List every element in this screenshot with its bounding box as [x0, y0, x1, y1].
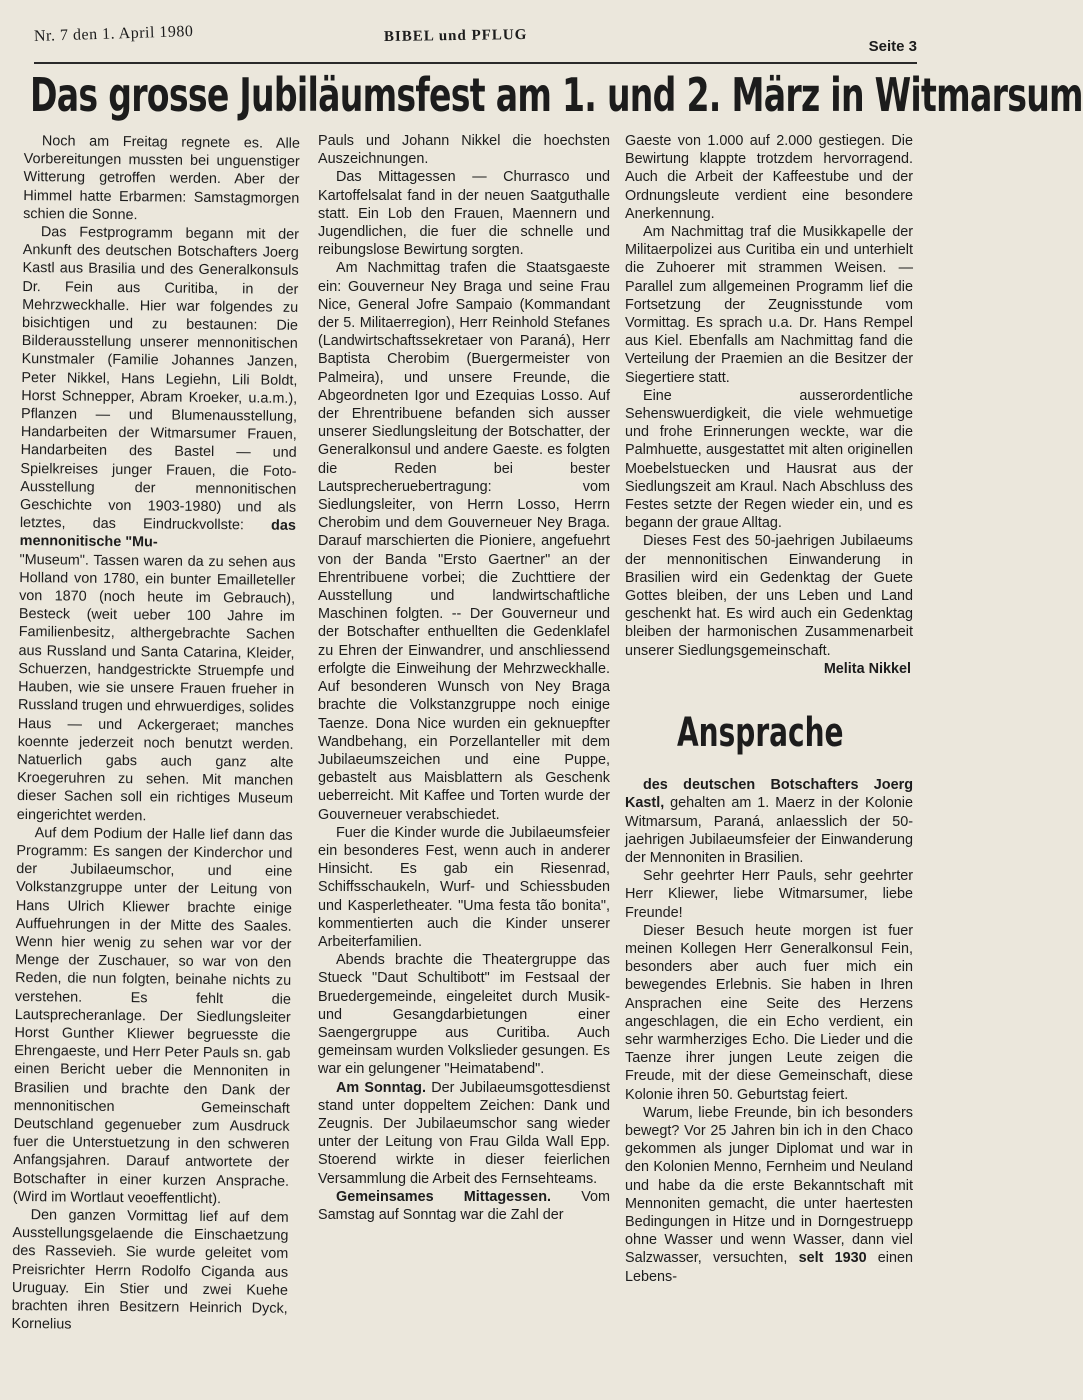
paragraph: Auf dem Podium der Halle lief dann das Programm: Es sangen der Kinderchor und der Jubilaeumschor, und eine Volkstanzgruppe unter der Leitung von Hans Ulrich Kliewer brachte einige Auffuehrungen in der Mitte des Saales. Wenn hier wenig zu sehen war vor der Menge der Zuschauer, so war von den Reden, die nun folgten, beinahe nichts zu verstehen. Es fehlt die Lautsprecheranlage. Der Siedlungsleiter Horst Gunther Kliewer begruesste die Ehrengaeste, und Herr Peter Pauls sn. gab einen Bericht ueber die Mennoniten in Brasilien und brachte den Dank der mennonitischen Gemeinschaft Deutschland gegenueber zum Ausdruck fuer die Unterstuetzung in den schweren Anfangsjahren. Darauf antwortete der Botschafter in einer kurzen Ansprache. (Wird im Wortlaut veoeffentlicht).	[12, 824, 293, 1207]
issue-date: Nr. 7 den 1. April 1980	[33, 22, 194, 45]
paragraph: Sehr geehrter Herr Pauls, sehr geehrter Herr Kliewer, liebe Witmarsumer, liebe Freunde!	[625, 868, 913, 921]
paragraph: Dieses Fest des 50-jaehrigen Jubilaeums der mennonitischen Einwanderung in Brasilien wird ein Gedenktag der Guete Gottes bleiben, der uns Leben und Land geschenkt hat. Es wird auch ein Gedenktag bleiben der harmonischen Zusammenarbeit unserer Siedlungsgemeinschaft.	[625, 533, 913, 659]
paragraph: Das Mittagessen — Churrasco und Kartoffelsalat fand in der neuen Saatguthalle statt. Ein Lob den Frauen, Maennern und Jugendlichen, die fuer die schnelle und reibungslose Bewirtung sorgten.	[318, 169, 610, 259]
article-column-3	[625, 132, 913, 1286]
paragraph: Noch am Freitag regnete es. Alle Vorbereitungen mussten bei unguenstiger Witterung getroffen werden. Aber der Himmel hatte Erbarmen: Samstagmorgen schien die Sonne.	[23, 133, 300, 224]
paragraph: Warum, liebe Freunde, bin ich besonders bewegt? Vor 25 Jahren bin ich in den Chaco gekommen als junger Diplomat und war in den Kolonien Menno, Fernheim und Neuland und habe da die erste Bekanntschaft mit Mennoniten gemacht, die unter haertesten Bedingungen in Hitze und in Dorngestruepp ohne Wasser und wenn Wasser, dann viel Salzwasser, versuchten, selt 1930 einen Lebens-	[625, 1104, 914, 1285]
bold-phrase: das mennonitische "Mu-	[19, 517, 296, 551]
paragraph: Gemeinsames Mittagessen. Vom Samstag auf Sonntag war die Zahl der	[318, 1188, 610, 1223]
paragraph: "Museum". Tassen waren da zu sehen aus Holland von 1780, ein bunter Emailleteller von 1870 (noch heute im Gebrauch), Besteck (weit ueber 100 Jahre im Familienbesitz, althergebrachte Sachen aus Russland und Santa Catarina, Kleider, Schuerzen, handgestrickte Struempfe und Hauben, wie sie unsere Frauen frueher in Russland trugen und ehrwuerdiges, solides Haus — und Ackergeraet; manches koennte jederzeit noch benutzt werden. Natuerlich gabs auch ganz alte Kroegeruhren zu sehen. Mit manchen dieser Sachen soll ein richtiges Museum eingerichtet werden.	[16, 551, 296, 824]
page-number: Seite 3	[868, 38, 917, 55]
paragraph: Am Nachmittag trafen die Staatsgaeste ein: Gouverneur Ney Braga und seine Frau Nice, General Jofre Sampaio (Kommandant der 5. Militaerregion), Herr Reinhold Stefanes (Landwirtschaftssekretaer von Paraná), Herr Baptista Cherobim (Buergermeister von Palmeira), und unsere Freunde, die Abgeordneten Igor und Ezequias Losso. Auf der Ehrentribuene befanden sich ausser unserer Siedlungsleitung der Botschatter, der Generalkonsul und andere Gaeste. es folgten die Reden bei bester Lautsprecheruebertragung: vom Siedlungsleiter, von Herrn Losso, Herrn Cherobim und dem Gouverneuer Ney Braga. Darauf marschierten die Pioniere, angefuehrt von der Banda "Ersto Gaertner" an der Ehrentribuene vorbei; die Zuchttiere der Ausstellung und landwirtschaftliche Maschinen folgten. -- Der Gouverneur und der Botschafter enthuellten die Gedenklafel zu Ehren der Einwandrer, und anschliessend erfolgte die Einweihung der Mehrzweckhalle. Auf besonderen Wunsch von Ney Braga brachte die Volkstanzgruppe noch einige Taenze. Dona Nice wurden ein geknuepfter Wandbehang, ein Porzellanteller mit dem Jubilaeumszeichen und eine Puppe, gebastelt aus Maisblattern als Geschenk ueberreicht. Mit Kaffee und Torten wurde der Gouverneuer verabschiedet.	[318, 260, 610, 823]
article-column-1	[11, 132, 300, 1336]
publication-title: BIBEL und PFLUG	[383, 26, 528, 46]
article-headline: Das grosse Jubiläumsfest am 1. und 2. März in Witmarsum	[30, 68, 1083, 122]
paragraph: Fuer die Kinder wurde die Jubilaeumsfeier ein besonderes Fest, wenn auch in anderer Hinsicht. Es gab ein Riesenrad, Schiffsschaukeln, Wurf- und Schiessbuden und Kasperletheater. "Uma festa tão bonita", kommentierten auch die Kinder unserer Arbeiterfamilien.	[318, 824, 610, 950]
paragraph: Abends brachte die Theatergruppe das Stueck "Daut Schultibott" im Festsaal der Bruedergemeinde, eingeleitet durch Musik- und Gesangdarbietungen einer Saengergruppe aus Curitiba. Auch gemeinsam wurden Volkslieder gesungen. Es war ein gelungener "Heimatabend".	[318, 952, 610, 1078]
paragraph: Den ganzen Vormittag lief auf dem Ausstellungsgelaende die Einschaetzung des Rassevieh. Sie wurde geleitet vom Preisrichter Herrn Rodolfo Ciganda aus Uruguay. Ein Stier und zwei Kuehe brachten ihren Besitzern Heinrich Dyck, Kornelius	[11, 1207, 289, 1333]
speech-intro: des deutschen Botschafters Joerg Kastl, gehalten am 1. Maerz in der Kolonie Witmarsum, Paraná, anlaesslich der 50-jaehrigen Jubilaeumsfeier der Einwanderung der Mennoniten in Brasilien.	[625, 777, 914, 866]
paragraph: Das Festprogramm begann mit der Ankunft des deutschen Botschafters Joerg Kastl aus Brasilia und des Generalkonsuls Dr. Fein aus Curitiba, in der Mehrzweckhalle. Hier war folgendes zu bisichtigen und zu bestaunen: Die Bilderausstellung unserer mennonitischen Kunstmaler (Familie Johannes Janzen, Peter Nikkel, Hans Legiehn, Lili Boldt, Horst Schnepper, Abram Kroeker, u.a.m.), Pflanzen — und Blumenausstellung, Handarbeiten der Witmarsumer Frauen, Handarbeiten des Bastel — und Spielkreises junger Frauen, die Foto-Ausstellung der mennonitischen Geschichte von 1903-1980) und als letztes, das Eindruckvollste: das mennonitische "Mu-	[19, 224, 300, 551]
paragraph: Am Sonntag. Der Jubilaeumsgottesdienst stand unter doppeltem Zeichen: Dank und Zeugnis. Der Jubilaeumschor sang wieder unter der Leitung von Frau Gilda Wall Epp. Stoerend wirkte in dieser feierlichen Versammlung die Arbeit des Fernsehteams.	[318, 1079, 610, 1187]
bold-phrase: selt 1930	[798, 1250, 867, 1267]
paragraph: Eine ausserordentliche Sehenswuerdigkeit, die viele wehmuetige und frohe Erinnerungen weckte, war die Palmhuette, ausgestattet mit alten originellen Moebelstuecken und Hausrat aus der Siedlungszeit am Kraul. Nach Abschluss des Festes setzte der Regen wieder ein, und es begann der graue Alltag.	[625, 387, 913, 532]
paragraph: Gaeste von 1.000 auf 2.000 gestiegen. Die Bewirtung klappte trotzdem hervorragend. Auch die Arbeit der Kaffeestube und der Ordnungsleute verdient eine besondere Anerkennung.	[625, 133, 913, 222]
bold-phrase: Gemeinsames Mittagessen.	[336, 1188, 551, 1205]
paragraph: Pauls und Johann Nikkel die hoechsten Auszeichnungen.	[318, 133, 610, 168]
speech-headline: Ansprache	[677, 710, 844, 757]
paragraph: Dieser Besuch heute morgen ist fuer meinen Kollegen Herr Generalkonsul Fein, besonders aber auch fuer mich ein bewegendes Erlebnis. Sie haben in Ihren Ansprachen eine Seite des Herzens angeschlagen, die ein Echo verdient, ein sehr warmherziges Echo. Die Lieder und die Taenze ihrer jungen Leute zeigen die Freude, mit der diese Gemeinschaft, diese Kolonie ihren 50. Geburtstag feiert.	[625, 922, 913, 1103]
bold-phrase: Am Sonntag.	[336, 1079, 426, 1096]
article-column-2	[318, 132, 610, 1224]
author-signature: Melita Nikkel	[823, 660, 911, 677]
page-header	[34, 22, 917, 64]
paragraph: Am Nachmittag traf die Musikkapelle der Militaerpolizei aus Curitiba ein und unterhielt die Zuhoerer mit strammen Weisen. — Parallel zum allgemeinen Programm lief die Fortsetzung der Zeugnisstunde vom Vormittag. Es sprach u.a. Dr. Hans Rempel aus Kiel. Ebenfalls am Nachmittag fand die Verteilung der Praemien an die Besitzer der Siegertiere statt.	[625, 224, 913, 386]
